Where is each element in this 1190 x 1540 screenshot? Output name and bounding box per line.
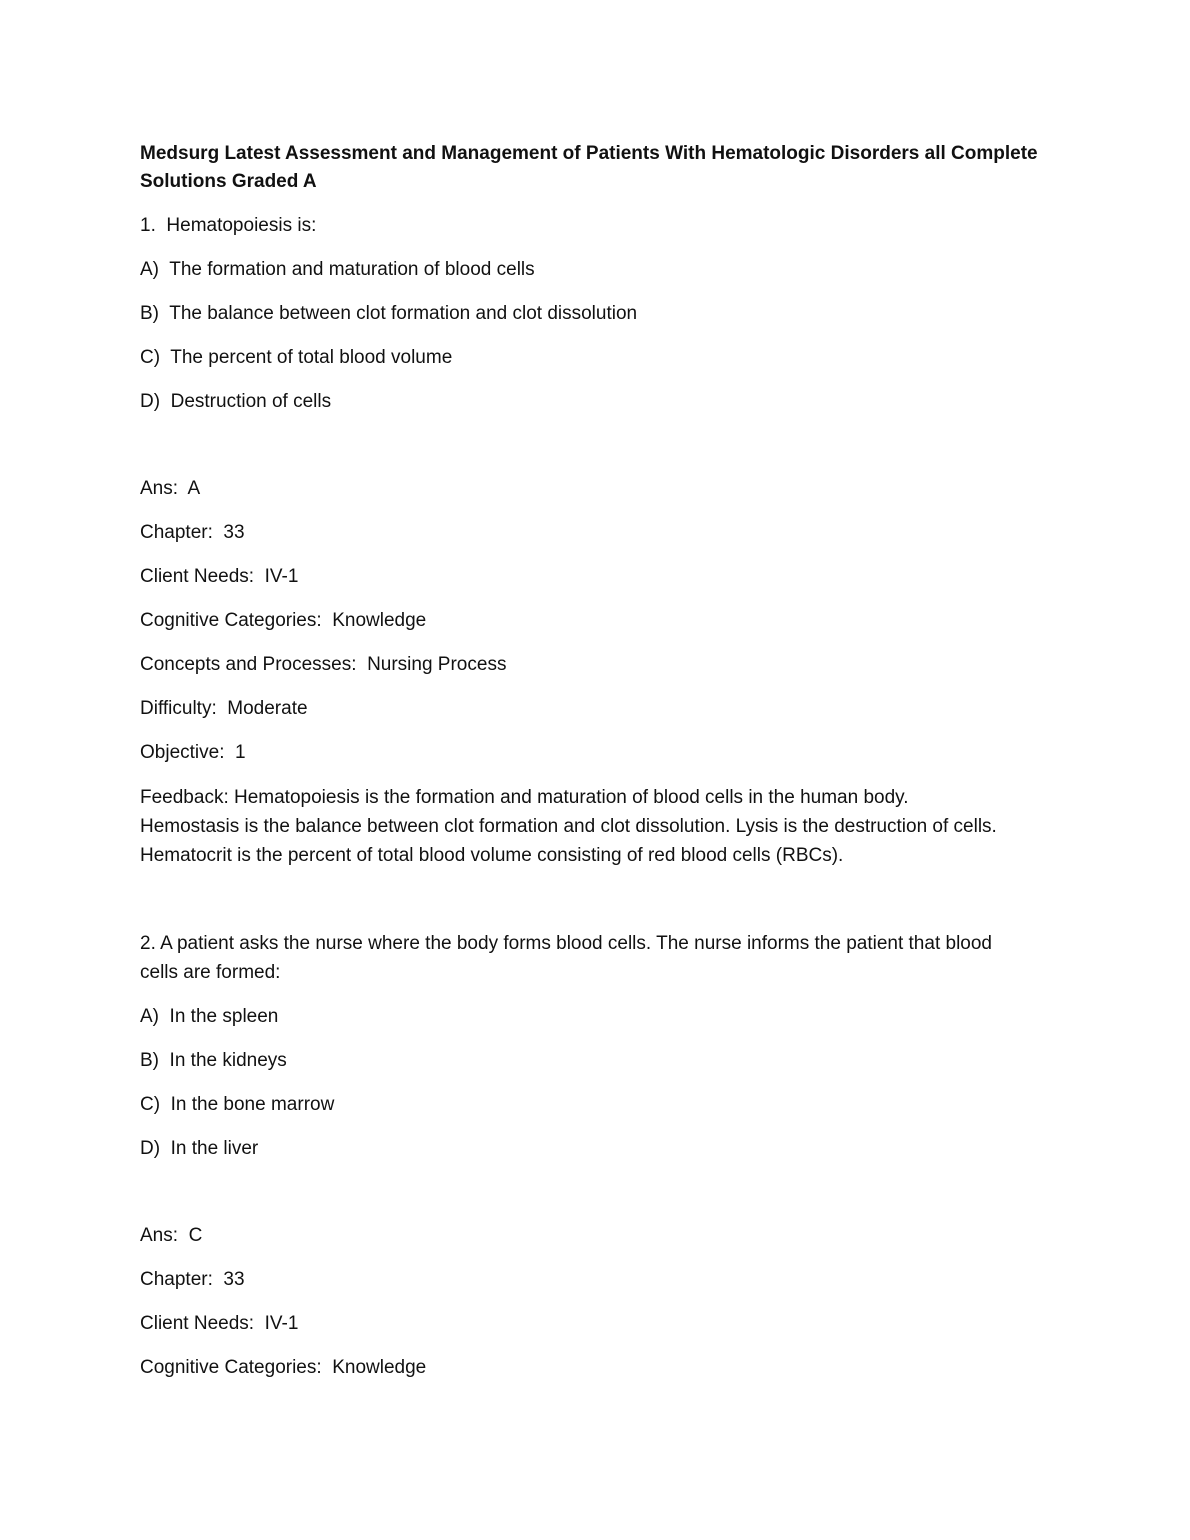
chapter: Chapter: 33 <box>140 522 245 543</box>
spacer <box>140 886 1050 929</box>
option-b: B) In the kidneys <box>140 1050 287 1071</box>
difficulty: Difficulty: Moderate <box>140 698 308 719</box>
option-d: D) In the liver <box>140 1138 259 1159</box>
client-needs: Client Needs: IV-1 <box>140 566 299 587</box>
option-c: C) In the bone marrow <box>140 1094 335 1115</box>
cognitive-categories: Cognitive Categories: Knowledge <box>140 1357 427 1378</box>
question-stem: 1. Hematopoiesis is: <box>140 215 317 236</box>
cognitive-categories: Cognitive Categories: Knowledge <box>140 610 427 631</box>
document-title: Medsurg Latest Assessment and Management of Patients With Hematologic Disorders all Complete Solutions Graded A <box>140 143 1038 192</box>
spacer <box>140 1179 1050 1222</box>
question-2 <box>140 929 1050 1382</box>
question-stem-line: cells are formed: <box>140 962 281 983</box>
concepts-processes: Concepts and Processes: Nursing Process <box>140 654 507 675</box>
document-page <box>140 140 1050 1398</box>
question-stem <box>140 929 1050 987</box>
option-d: D) Destruction of cells <box>140 391 332 412</box>
feedback-line: Feedback: Hematopoiesis is the formation and maturation of blood cells in the human body. <box>140 787 909 808</box>
spacer <box>140 432 1050 475</box>
option-b: B) The balance between clot formation and clot dissolution <box>140 303 638 324</box>
answer: Ans: A <box>140 478 201 499</box>
client-needs: Client Needs: IV-1 <box>140 1313 299 1334</box>
objective: Objective: 1 <box>140 742 246 763</box>
question-stem-line: 2. A patient asks the nurse where the body forms blood cells. The nurse informs the patient that blood <box>140 933 992 954</box>
option-a: A) In the spleen <box>140 1006 279 1027</box>
option-a: A) The formation and maturation of blood cells <box>140 259 535 280</box>
option-c: C) The percent of total blood volume <box>140 347 453 368</box>
answer: Ans: C <box>140 1225 203 1246</box>
chapter: Chapter: 33 <box>140 1269 245 1290</box>
feedback-line: Hematocrit is the percent of total blood volume consisting of red blood cells (RBCs). <box>140 845 844 866</box>
question-1 <box>140 212 1050 870</box>
feedback-line: Hemostasis is the balance between clot formation and clot dissolution. Lysis is the destruction of cells. <box>140 816 997 837</box>
feedback <box>140 783 1050 870</box>
